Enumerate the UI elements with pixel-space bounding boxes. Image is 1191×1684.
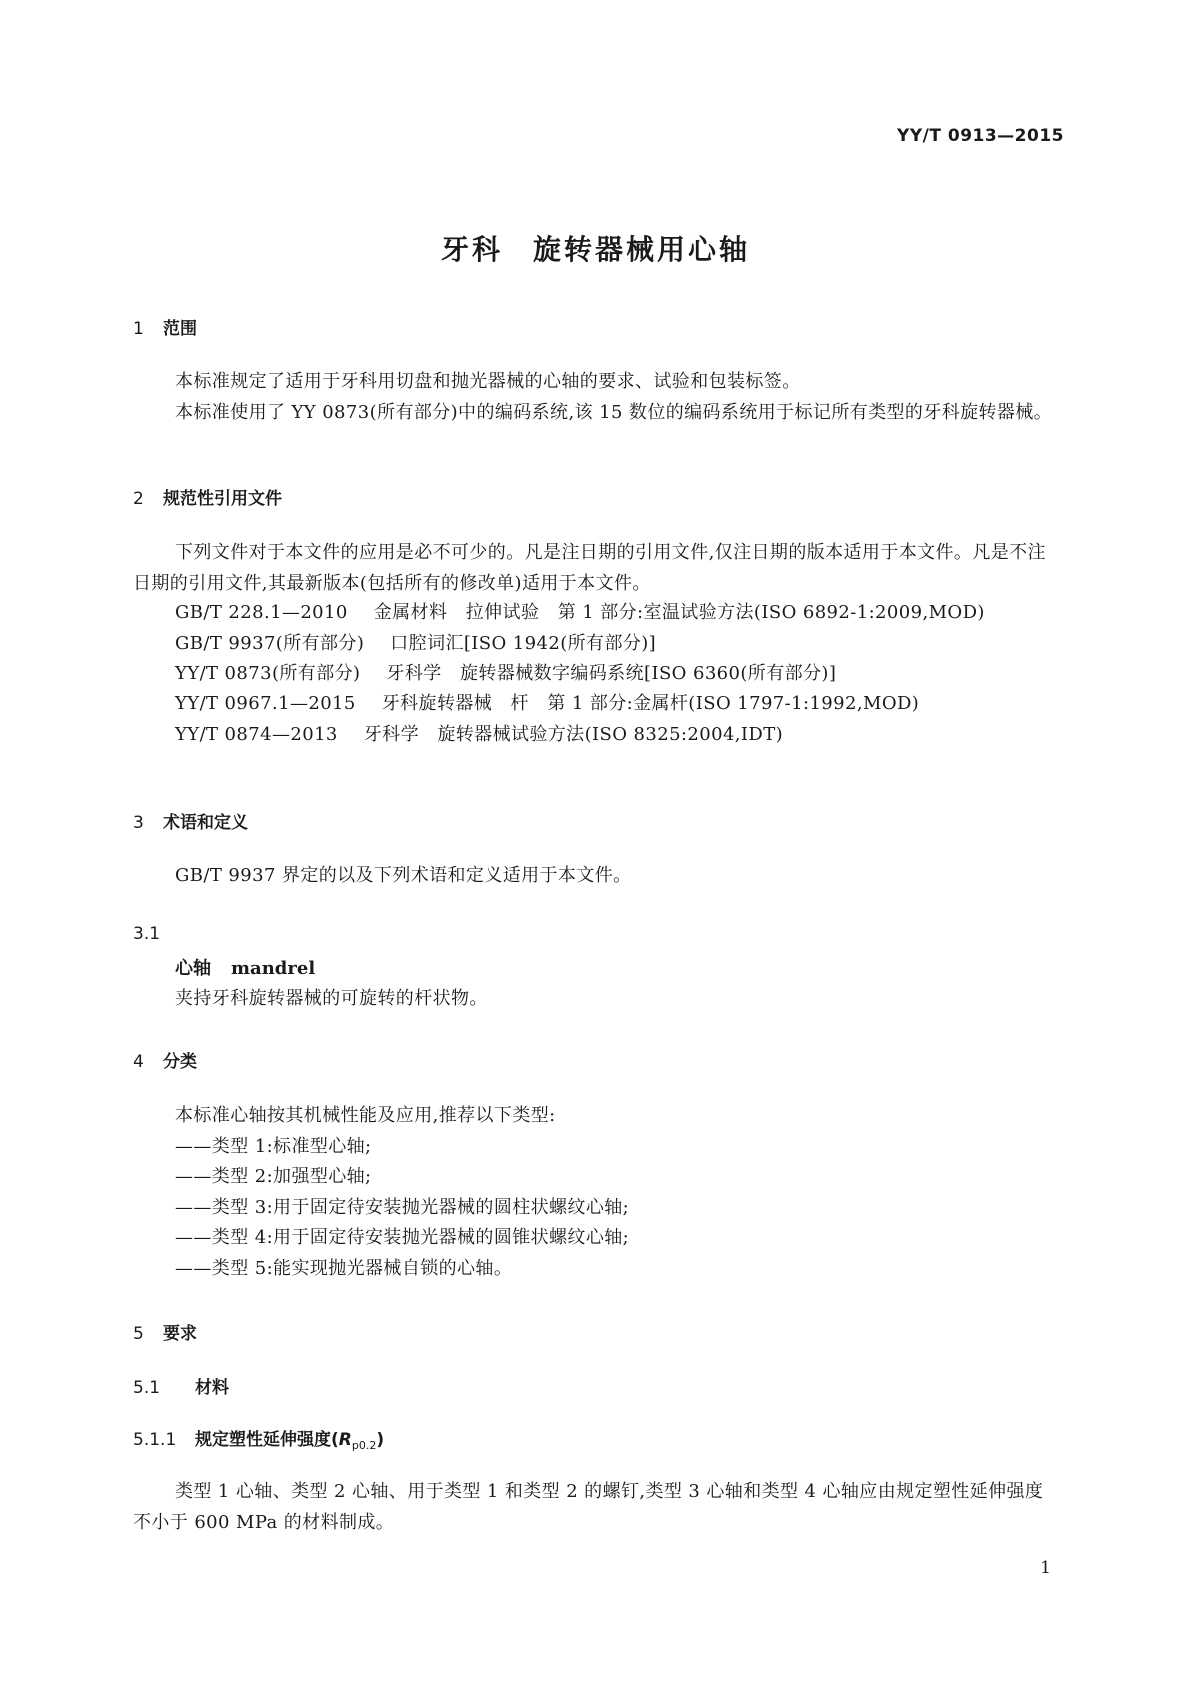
section-4-heading — [133, 1047, 197, 1072]
scope-paragraph-1: 本标准规定了适用于牙科用切盘和抛光器械的心轴的要求、试验和包装标签。 — [175, 371, 801, 392]
section-title: 要求 — [163, 1324, 197, 1344]
subsection-title: 材料 — [195, 1378, 229, 1398]
list-item: ——类型 3:用于固定待安装抛光器械的圆柱状螺纹心轴; — [175, 1197, 630, 1218]
term-number: 3.1 — [133, 924, 161, 944]
title-part-1: 牙科 — [440, 233, 503, 266]
term-definition: 夹持牙科旋转器械的可旋转的杆状物。 — [175, 988, 488, 1009]
subsection-number: 5.1.1 — [133, 1430, 177, 1450]
terms-intro: GB/T 9937 界定的以及下列术语和定义适用于本文件。 — [175, 865, 632, 886]
subsection-5-1-heading — [133, 1373, 229, 1398]
reference-code: YY/T 0873(所有部分) — [175, 663, 361, 684]
reference-item — [175, 659, 836, 685]
reference-code: GB/T 9937(所有部分) — [175, 633, 365, 654]
section-title: 规范性引用文件 — [163, 489, 282, 509]
reference-title: 牙科旋转器械 杆 第 1 部分:金属杆(ISO 1797-1:1992,MOD) — [381, 693, 920, 714]
section-number: 3 — [133, 813, 144, 833]
reference-code: YY/T 0967.1—2015 — [175, 693, 356, 714]
reference-code: YY/T 0874—2013 — [175, 724, 338, 745]
list-item: ——类型 2:加强型心轴; — [175, 1166, 372, 1187]
list-item: ——类型 1:标准型心轴; — [175, 1136, 372, 1157]
section-title: 术语和定义 — [163, 813, 248, 833]
reference-item — [175, 720, 783, 746]
section-number: 5 — [133, 1324, 144, 1344]
strength-subscript: p0.2 — [351, 1439, 377, 1452]
list-item: ——类型 4:用于固定待安装抛光器械的圆锥状螺纹心轴; — [175, 1227, 630, 1248]
page-number: 1 — [1040, 1558, 1051, 1578]
reference-title: 牙科学 旋转器械数字编码系统[ISO 6360(所有部分)] — [386, 663, 837, 684]
subsection-5-1-1-heading — [133, 1425, 384, 1452]
section-number: 4 — [133, 1052, 144, 1072]
reference-item — [175, 689, 919, 715]
reference-title: 金属材料 拉伸试验 第 1 部分:室温试验方法(ISO 6892-1:2009,MOD) — [373, 602, 985, 623]
reference-item — [175, 598, 985, 624]
strength-symbol: R — [338, 1430, 352, 1450]
section-2-heading — [133, 484, 282, 509]
refs-intro: 下列文件对于本文件的应用是必不可少的。凡是注日期的引用文件,仅注日期的版本适用于本文件。凡是不注日期的引用文件,其最新版本(包括所有的修改单)适用于本文件。 — [133, 542, 1046, 594]
section-3-heading — [133, 808, 248, 833]
section-title: 范围 — [163, 319, 197, 339]
term-chinese: 心轴 — [175, 958, 211, 979]
section-1-heading — [133, 314, 197, 339]
material-requirement-paragraph: 类型 1 心轴、类型 2 心轴、用于类型 1 和类型 2 的螺钉,类型 3 心轴和类型 4 心轴应由规定塑性延伸强度不小于 600 MPa 的材料制成。 — [133, 1481, 1044, 1533]
reference-title: 口腔词汇[ISO 1942(所有部分)] — [390, 633, 657, 654]
document-title — [0, 228, 1191, 268]
standard-code: YY/T 0913—2015 — [897, 126, 1064, 146]
title-part-2: 旋转器械用心轴 — [533, 233, 751, 266]
section-5-heading — [133, 1319, 197, 1344]
subsection-title-suffix: ) — [376, 1430, 385, 1450]
section-number: 1 — [133, 319, 144, 339]
section-number: 2 — [133, 489, 144, 509]
reference-item — [175, 629, 656, 655]
scope-paragraph-2: 本标准使用了 YY 0873(所有部分)中的编码系统,该 15 数位的编码系统用于标记所有类型的牙科旋转器械。 — [175, 402, 1053, 423]
term-english: mandrel — [231, 958, 316, 979]
list-item: ——类型 5:能实现抛光器械自锁的心轴。 — [175, 1258, 513, 1279]
term-entry — [175, 954, 315, 980]
section-title: 分类 — [163, 1052, 197, 1072]
classification-intro: 本标准心轴按其机械性能及应用,推荐以下类型: — [175, 1105, 556, 1126]
subsection-number: 5.1 — [133, 1378, 161, 1398]
reference-code: GB/T 228.1—2010 — [175, 602, 348, 623]
reference-title: 牙科学 旋转器械试验方法(ISO 8325:2004,IDT) — [363, 724, 784, 745]
subsection-title-prefix: 规定塑性延伸强度( — [195, 1430, 339, 1450]
